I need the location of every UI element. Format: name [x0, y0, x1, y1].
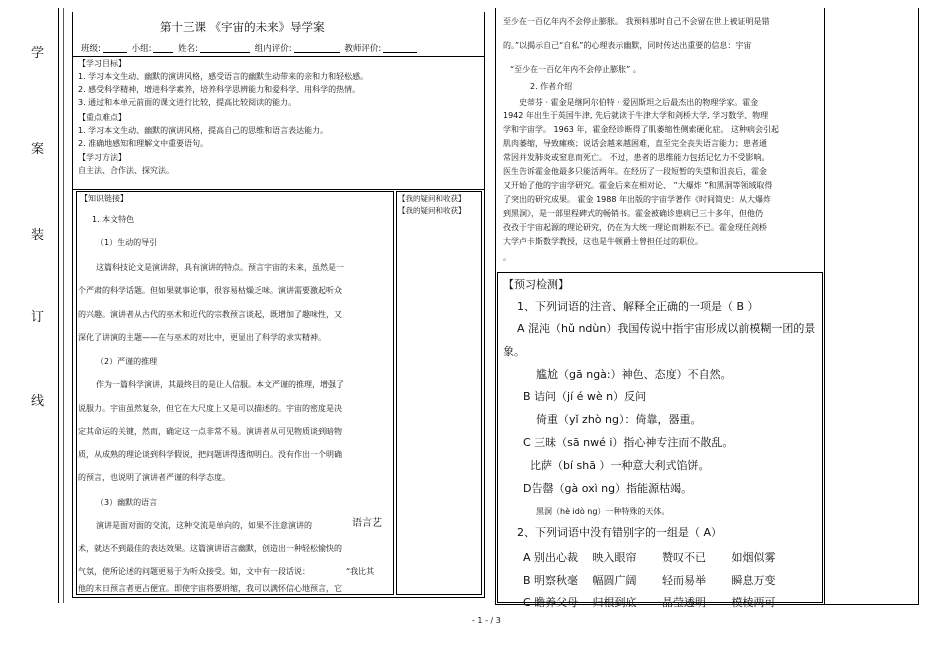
objective-item: 3. 通过和本单元前面的课文进行比较，提高比较阅读的能力。	[78, 98, 297, 107]
knowledge-line: 说服力。宇宙虽然复杂，但它在大尺度上又是可以描述的。宇宙的密度是决	[78, 404, 342, 413]
knowledge-line: 演讲是面对面的交流，这种交流是单向的，如果不注意演讲的	[96, 521, 312, 530]
group-eval-label: 组内评价:	[254, 44, 292, 54]
continuation-line: 至少在一百亿年内不会停止膨胀。 我预料那时自己不会留在世上被证明是错	[503, 17, 770, 26]
notes-box[interactable]	[396, 191, 482, 595]
left-frame-left	[72, 12, 73, 598]
objectives-top-rule	[72, 56, 485, 57]
knowledge-top-rule	[72, 189, 485, 190]
margin-char: 学	[31, 46, 45, 61]
class-blank[interactable]	[103, 43, 127, 53]
knowledge-line: 气氛，使所论述的问题更易于为听众接受。如，文中有一段话说：	[78, 567, 310, 576]
option-line: 尴尬（gā ngà:）神色、态度）不自然。	[536, 368, 732, 381]
objective-item: 1. 学习本文生动、幽默的演讲风格，感受语言的幽默生动带来的亲和力和轻松感。	[78, 72, 369, 81]
name-blank[interactable]	[200, 43, 250, 53]
key-point-item: 1. 学习本文生动、幽默的演讲风格，提高自己的思维和语言表达能力。	[78, 126, 329, 135]
knowledge-line: 这篇科技论文是演讲辞，具有演讲的特点。预言宇宙的未来，虽然是一	[96, 263, 344, 272]
knowledge-line: 1. 本文特色	[92, 215, 135, 224]
key-points-header: 【重点难点】	[78, 113, 126, 122]
author-line: 医生告诉霍金他最多只能活两年。在经历了一段短暂的失望和沮丧后，霍金	[503, 167, 767, 176]
key-point-item: 2. 准确地感知和理解文中重要语句。	[78, 139, 209, 148]
objectives-header: 【学习目标】	[78, 59, 126, 68]
objective-item: 2. 感受科学精神，增进科学素养，培养科学思辨能力和爱科学、用科学的热情。	[78, 85, 361, 94]
author-header: 2. 作者介绍	[530, 82, 573, 91]
right-frame-right	[918, 8, 919, 605]
author-line: 又开始了他的宇宙学研究。霍金后来在相对论、 ”大爆炸 ”和黑洞等领域取得	[503, 181, 773, 190]
option-line: D告罄（gà oxì ng）指能源枯竭。	[523, 482, 693, 495]
knowledge-box	[76, 191, 394, 595]
continuation-line: 的。”以揭示自己“自私”的心理表示幽默，同时传达出重要的信息：宇宙	[503, 41, 752, 50]
knowledge-subhead: （3）幽默的语言	[96, 498, 158, 507]
binding-line-inner	[63, 8, 64, 603]
author-line: 常因并发肺炎或窒息而死亡。 不过，患者的思维能力包括记忆力不受影响。	[503, 153, 770, 162]
option-line: B 诘问（jí é wè n）反问	[523, 390, 647, 403]
info-row	[81, 43, 419, 55]
preview-header: 【预习检测】	[503, 278, 569, 291]
knowledge-line: 定其命运的关键，然而，确定这一点非常不易。演讲者从可见物质谈到暗物	[78, 427, 342, 436]
margin-char: 线	[31, 394, 45, 409]
knowledge-line: 质，从成熟的理论谈到科学假说，把问题讲得透彻明白。没有作出一个明确	[78, 450, 342, 459]
author-line: 孜孜于宇宙起源的理论研究，仍在为大统一理论而耕耘不已。霍金现任剑桥	[503, 223, 767, 232]
group-blank[interactable]	[153, 43, 173, 53]
option-line: 比萨（bí shā ）一种意大利式馅饼。	[530, 459, 710, 472]
knowledge-line: 的预言，也说明了演讲者严谨的科学态度。	[78, 473, 230, 482]
q2-option-row: B 明察秋毫 幅圆广阔 轻而易举 瞬息万变	[523, 574, 776, 587]
teacher-eval-label: 教师评价:	[344, 44, 382, 54]
knowledge-line: 术，就达不到最佳的表达效果。这篇演讲语言幽默，创造出一种轻松愉快的	[78, 544, 342, 553]
knowledge-line: 的兴趣。演讲者从古代的巫术和近代的宗教预言谈起，既增加了趣味性，又	[78, 310, 342, 319]
option-line: 黑洞（hè idò ng）一种特殊的天体。	[536, 507, 670, 516]
knowledge-subhead: （2）严谨的推理	[96, 357, 158, 366]
author-line: 到黑洞》，是一部里程碑式的畅销书。霍金被确诊患病已三十多年，但他仍	[503, 209, 763, 218]
author-line: 了突出的研究成果。 霍金 1988 年出版的宇宙学著作《时间简史：从大爆炸	[503, 195, 771, 204]
knowledge-line: 语言艺	[352, 518, 382, 529]
author-line: 肌肉萎缩，导致瘫痪；说话会越来越困难，直至完全丧失语言能力；患者通	[503, 139, 767, 148]
q2-option-row: C 瞻养父母 归根到底 晶莹透明 模棱两可	[523, 596, 776, 609]
left-frame-right	[484, 12, 485, 598]
option-line: A 混沌（hǔ ndùn）我国传说中指宇宙形成以前模糊一团的景	[517, 322, 816, 335]
q2-option-row: A 别出心裁 映入眼帘 赞叹不已 如烟似雾	[523, 551, 776, 564]
knowledge-line: “我比其	[346, 567, 375, 576]
group-label: 小组:	[131, 44, 152, 54]
continuation-line: “至少在一百亿年内不会停止膨胀” 。	[510, 65, 641, 74]
margin-char: 装	[31, 228, 45, 243]
author-line: 大学卢卡斯数学教授，这也是牛顿爵士曾担任过的职位。	[503, 237, 703, 246]
knowledge-line: 他的末日预言者更占便宜。即使宇宙将要坍缩，我可以满怀信心地预言，它	[78, 584, 342, 593]
knowledge-header: 【知识链接】	[80, 194, 128, 203]
left-frame-bottom	[72, 597, 485, 598]
name-label: 姓名:	[178, 44, 199, 54]
knowledge-subhead: （1）生动的导引	[96, 238, 158, 247]
knowledge-line: 深化了讲演的主题——在与巫术的对比中，更显出了科学的求实精神。	[78, 333, 326, 342]
method-header: 【学习方法】	[78, 153, 126, 162]
author-line: 史蒂芬 · 霍金是继阿尔伯特 · 爱因斯坦之后最杰出的物理学家。霍金	[519, 98, 759, 107]
binding-line	[58, 8, 59, 603]
margin-char: 订	[31, 310, 45, 325]
option-line: C 三昧（sā nwé i）指心神专注而不散乱。	[523, 436, 734, 449]
page-title: 第十三课 《宇宙的未来》导学案	[160, 20, 325, 34]
knowledge-line: 个严肃的科学话题。但如果就事论事，很容易枯燥乏味。演讲需要激起听众	[78, 286, 342, 295]
notes-label: 【我的疑问和收获】	[398, 194, 466, 203]
option-line: 倚重（yǐ zhò ng）：倚靠，器重。	[536, 413, 702, 426]
question-2: 2、下列词语中没有错别字的一组是（ A）	[517, 526, 723, 539]
page-number: - 1 - / 3	[472, 616, 501, 625]
group-eval-blank[interactable]	[294, 43, 340, 53]
option-line: 象。	[503, 345, 525, 358]
right-frame-left	[495, 8, 496, 605]
margin-char: 案	[31, 142, 45, 157]
teacher-eval-blank[interactable]	[383, 43, 417, 53]
question-1: 1、下列词语的注音、解释全正确的一项是（ B ）	[517, 300, 759, 313]
right-frame-divider	[824, 8, 825, 605]
method-text: 自主法、合作法、探究法。	[78, 166, 174, 175]
class-label: 班级:	[81, 44, 101, 54]
author-line: 1942 年出生于英国牛津, 先后就读于牛津大学和剑桥大学, 学习数学、物理	[503, 111, 769, 120]
author-line: 。	[503, 253, 511, 262]
notes-label: 【我的疑问和收获】	[398, 206, 466, 215]
author-line: 学和宇宙学。 1963 年，霍金经诊断得了肌萎缩性侧索硬化症。 这种病会引起	[503, 125, 779, 134]
knowledge-line: 作为一篇科学演讲，其最终目的是让人信服。本文严谨的推理，增强了	[96, 380, 344, 389]
